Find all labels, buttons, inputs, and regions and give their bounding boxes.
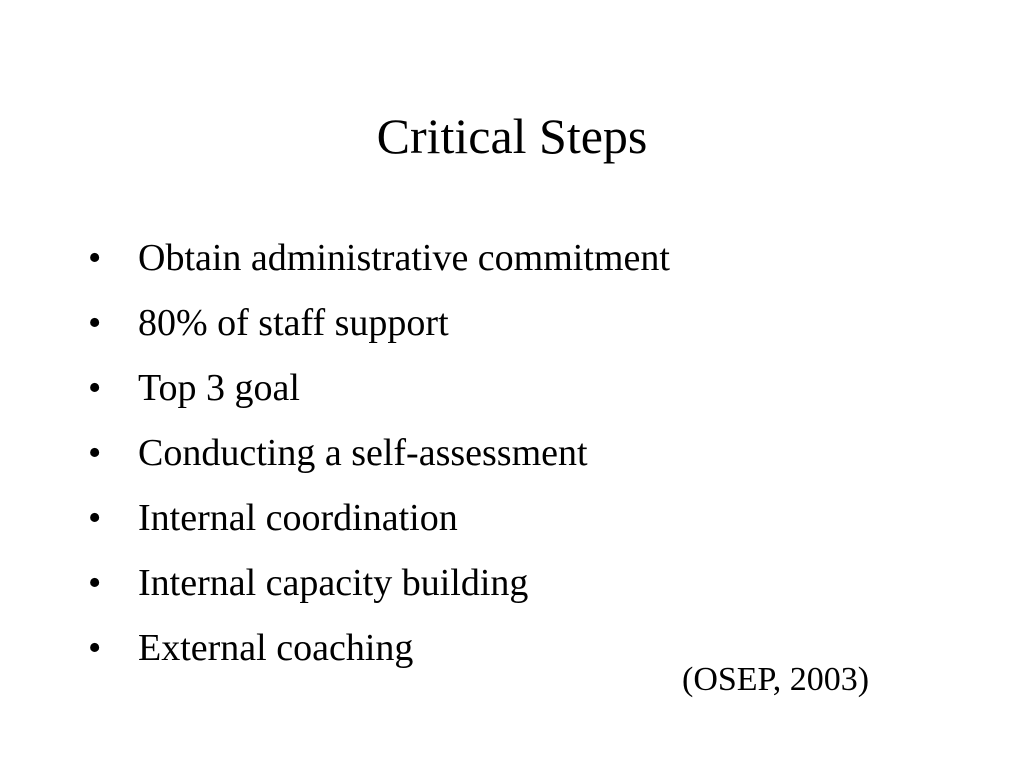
bullet-text: Obtain administrative commitment bbox=[138, 237, 670, 279]
bullet-item bbox=[80, 228, 940, 293]
bullet-list bbox=[80, 228, 940, 683]
bullet-icon: • bbox=[88, 562, 102, 604]
bullet-item bbox=[80, 553, 940, 618]
bullet-item bbox=[80, 293, 940, 358]
bullet-text: Internal capacity building bbox=[138, 562, 529, 604]
citation: (OSEP, 2003) bbox=[682, 661, 870, 698]
slide-title: Critical Steps bbox=[376, 108, 648, 164]
bullet-icon: • bbox=[88, 237, 102, 279]
bullet-icon: • bbox=[88, 432, 102, 474]
bullet-icon: • bbox=[88, 302, 102, 344]
bullet-icon: • bbox=[88, 367, 102, 409]
bullet-item bbox=[80, 358, 940, 423]
bullet-item bbox=[80, 423, 940, 488]
bullet-text: Internal coordination bbox=[138, 497, 458, 539]
bullet-icon: • bbox=[88, 627, 102, 669]
bullet-icon: • bbox=[88, 497, 102, 539]
bullet-text: 80% of staff support bbox=[138, 302, 449, 344]
bullet-text: Top 3 goal bbox=[138, 367, 300, 409]
bullet-text: External coaching bbox=[138, 627, 414, 669]
bullet-item bbox=[80, 488, 940, 553]
bullet-text: Conducting a self-assessment bbox=[138, 432, 588, 474]
